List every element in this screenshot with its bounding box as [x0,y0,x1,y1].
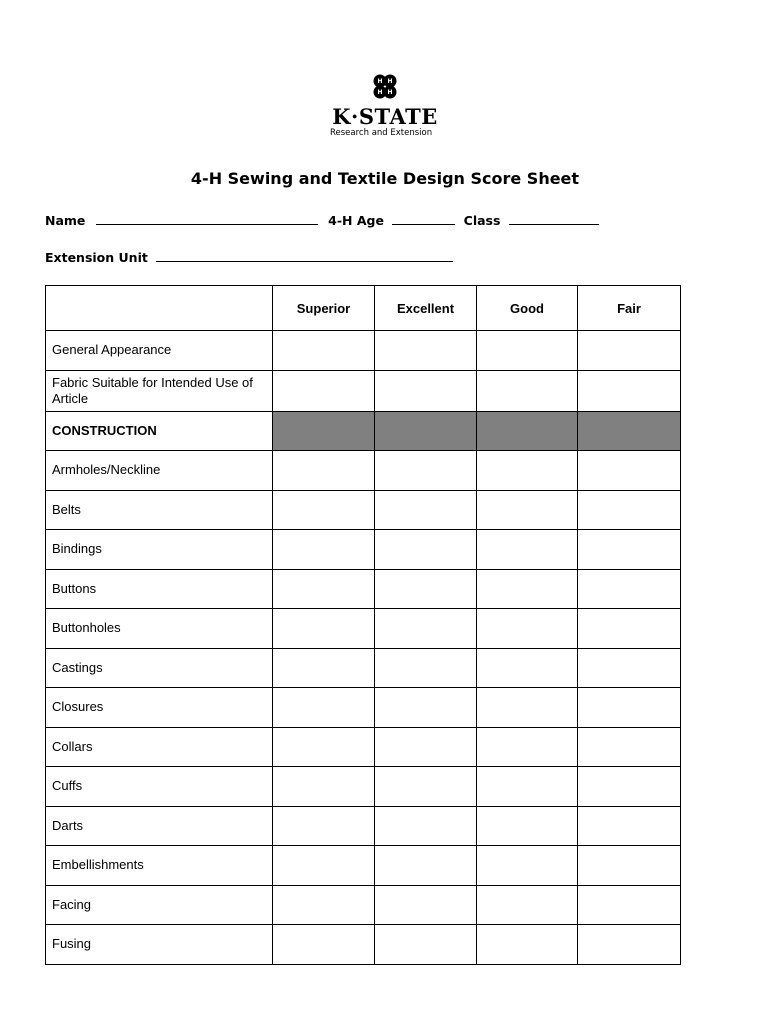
table-row [46,806,681,846]
score-cell[interactable] [273,767,375,807]
criterion-label: Collars [46,727,273,767]
table-row [46,688,681,728]
age-field[interactable] [392,212,455,225]
table-row [46,885,681,925]
table-row [46,648,681,688]
score-cell[interactable] [578,530,681,570]
score-cell[interactable] [375,767,477,807]
score-cell[interactable] [578,688,681,728]
criterion-label: Bindings [46,530,273,570]
table-row [46,727,681,767]
logo-brand: K·STATE [332,104,438,129]
criterion-label: Belts [46,490,273,530]
score-cell[interactable] [375,331,477,371]
header-excellent: Excellent [375,286,477,331]
table-row [46,331,681,371]
score-cell[interactable] [375,569,477,609]
extension-unit-label: Extension Unit [45,250,148,265]
svg-text:H: H [377,89,383,96]
criterion-label: Embellishments [46,846,273,886]
criterion-label: Buttonholes [46,609,273,649]
score-cell[interactable] [477,648,578,688]
score-cell[interactable] [477,530,578,570]
table-row [46,451,681,491]
score-cell[interactable] [273,331,375,371]
header-fair: Fair [578,286,681,331]
score-cell[interactable] [273,846,375,886]
svg-text:H: H [387,78,393,85]
svg-text:H: H [377,78,383,85]
name-field[interactable] [96,212,318,225]
table-row [46,569,681,609]
score-cell[interactable] [273,490,375,530]
score-cell[interactable] [273,451,375,491]
criterion-label: Cuffs [46,767,273,807]
score-cell[interactable] [375,806,477,846]
score-table-header [46,286,681,331]
score-cell[interactable] [273,609,375,649]
score-cell[interactable] [477,767,578,807]
score-cell[interactable] [477,806,578,846]
score-cell[interactable] [273,806,375,846]
section-label: CONSTRUCTION [46,411,273,451]
score-cell[interactable] [375,530,477,570]
criterion-label: Darts [46,806,273,846]
score-cell[interactable] [477,370,578,411]
class-label: Class [463,213,501,228]
score-cell[interactable] [578,451,681,491]
score-cell[interactable] [375,370,477,411]
shaded-cell [273,411,375,451]
section-row [46,411,681,451]
shaded-cell [477,411,578,451]
score-cell[interactable] [477,925,578,965]
score-cell[interactable] [578,767,681,807]
score-cell[interactable] [375,490,477,530]
name-age-class-row [45,212,599,228]
table-row [46,925,681,965]
score-cell[interactable] [578,648,681,688]
table-row [46,767,681,807]
score-cell[interactable] [477,885,578,925]
class-field[interactable] [509,212,599,225]
criterion-label: Fusing [46,925,273,965]
criterion-label: Fabric Suitable for Intended Use of Article [46,370,273,411]
name-label: Name [45,213,86,228]
extension-unit-field[interactable] [156,249,453,262]
table-row [46,490,681,530]
score-cell[interactable] [273,688,375,728]
score-cell[interactable] [477,451,578,491]
header-superior: Superior [273,286,375,331]
kstate-logo [300,72,470,138]
score-cell[interactable] [477,569,578,609]
score-cell[interactable] [578,846,681,886]
score-cell[interactable] [375,648,477,688]
score-cell[interactable] [578,569,681,609]
score-cell[interactable] [578,609,681,649]
score-cell[interactable] [477,727,578,767]
score-cell[interactable] [273,370,375,411]
score-cell[interactable] [477,688,578,728]
score-cell[interactable] [578,925,681,965]
criterion-label: Buttons [46,569,273,609]
criterion-label: General Appearance [46,331,273,371]
score-cell[interactable] [273,727,375,767]
score-cell[interactable] [477,846,578,886]
score-cell[interactable] [273,885,375,925]
score-cell[interactable] [578,885,681,925]
criterion-label: Castings [46,648,273,688]
criterion-label: Armholes/Neckline [46,451,273,491]
svg-text:H: H [387,89,393,96]
table-row [46,370,681,411]
score-cell[interactable] [375,727,477,767]
table-row [46,846,681,886]
score-cell[interactable] [578,490,681,530]
header-criteria [46,286,273,331]
score-cell[interactable] [273,569,375,609]
score-cell[interactable] [477,609,578,649]
score-cell[interactable] [273,925,375,965]
score-cell[interactable] [578,331,681,371]
criterion-label: Closures [46,688,273,728]
score-cell[interactable] [375,925,477,965]
score-cell[interactable] [375,451,477,491]
header-good: Good [477,286,578,331]
score-cell[interactable] [375,609,477,649]
shaded-cell [578,411,681,451]
extension-unit-row [45,249,453,265]
score-cell[interactable] [578,806,681,846]
score-cell[interactable] [578,370,681,411]
4h-clover-icon [370,72,400,102]
table-row [46,530,681,570]
table-row [46,609,681,649]
score-table [45,285,681,965]
score-cell[interactable] [375,846,477,886]
shaded-cell [375,411,477,451]
age-label: 4-H Age [328,213,384,228]
page-title: 4-H Sewing and Textile Design Score Sheet [190,169,580,188]
score-cell[interactable] [477,331,578,371]
logo-subtitle: Research and Extension [330,128,433,138]
score-cell[interactable] [375,688,477,728]
score-cell[interactable] [273,648,375,688]
score-cell[interactable] [273,530,375,570]
score-cell[interactable] [477,490,578,530]
criterion-label: Facing [46,885,273,925]
score-cell[interactable] [578,727,681,767]
score-cell[interactable] [375,885,477,925]
